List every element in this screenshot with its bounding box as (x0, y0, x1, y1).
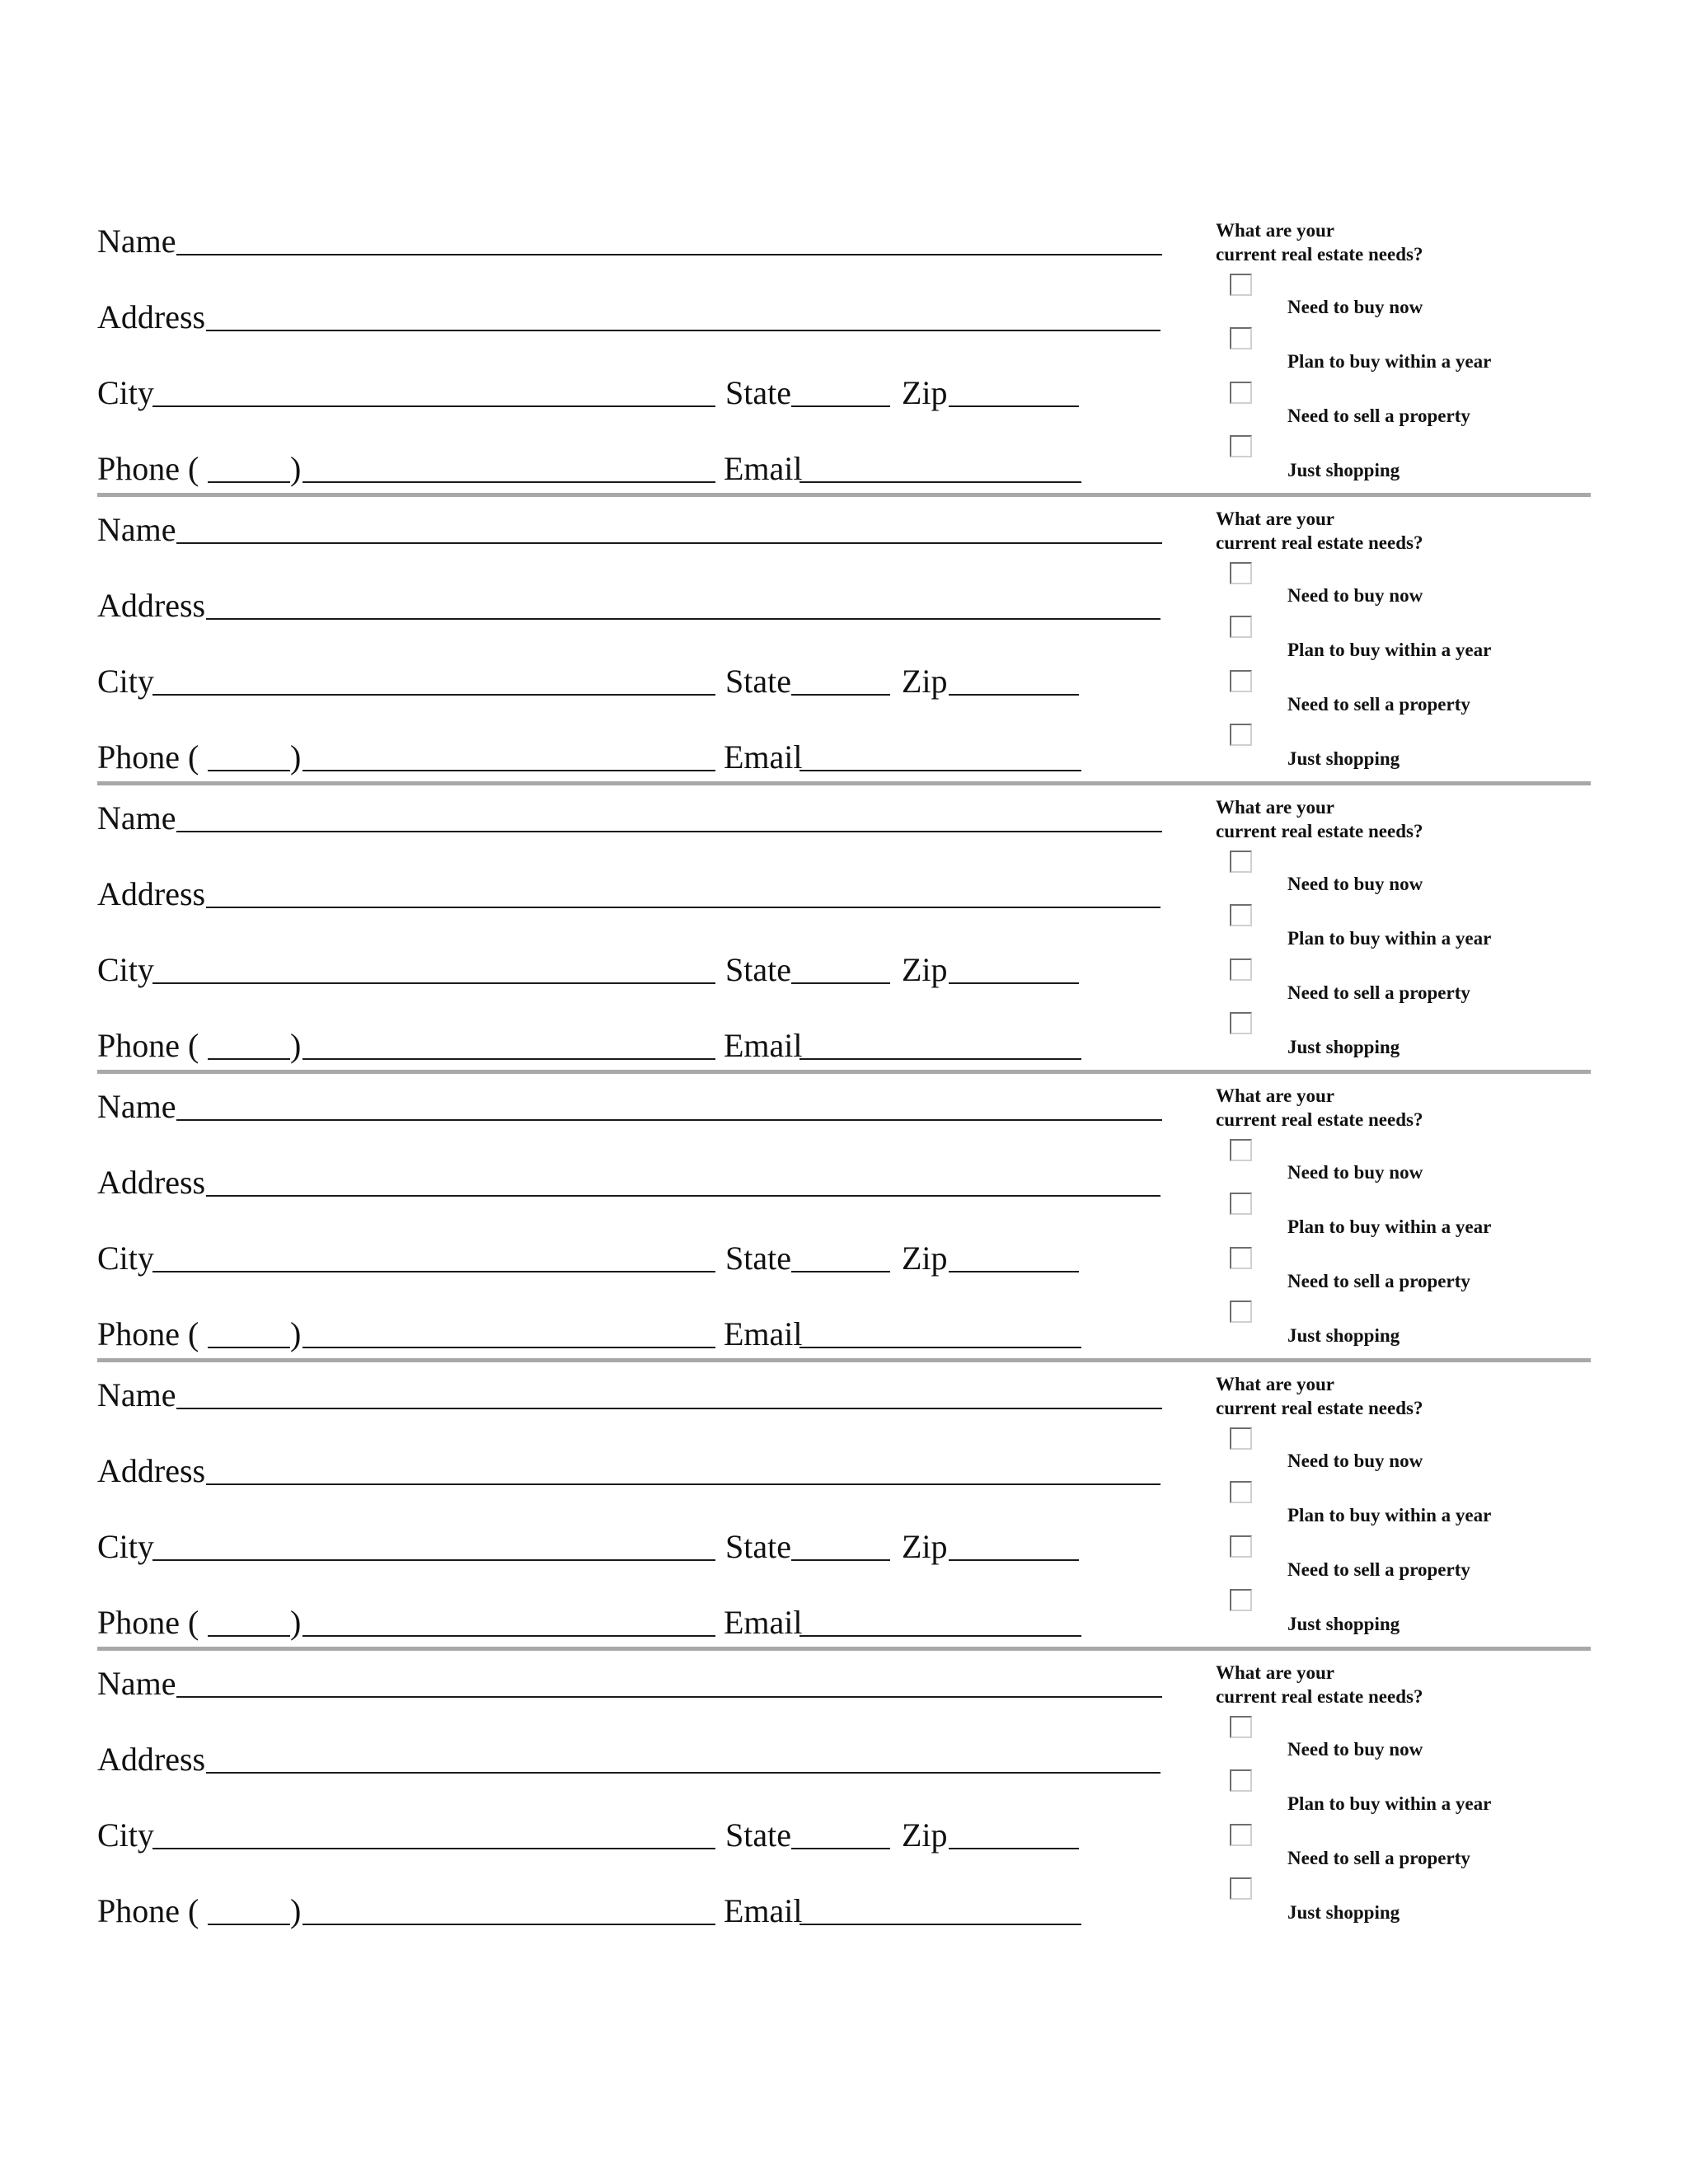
phone-label: Phone ( (97, 450, 199, 487)
just-shopping-label: Just shopping (1287, 1037, 1400, 1057)
address-label: Address (97, 1741, 206, 1778)
just-shopping-label: Just shopping (1287, 748, 1400, 769)
name-label: Name (97, 223, 176, 260)
address-field[interactable] (206, 1772, 1160, 1774)
need-to-sell-a-property-checkbox[interactable] (1230, 1824, 1252, 1846)
zip-field[interactable] (949, 1271, 1079, 1272)
name-label: Name (97, 1665, 176, 1702)
address-label: Address (97, 1452, 206, 1489)
state-label: State (725, 1528, 791, 1565)
city-field[interactable] (152, 405, 715, 407)
city-label: City (97, 1528, 154, 1565)
plan-to-buy-within-a-year-label: Plan to buy within a year (1287, 1793, 1492, 1814)
needs-title-line2: current real estate needs? (1216, 532, 1423, 553)
address-label: Address (97, 298, 206, 335)
state-field[interactable] (791, 982, 890, 984)
need-to-sell-a-property-label: Need to sell a property (1287, 694, 1470, 715)
need-to-buy-now-label: Need to buy now (1287, 297, 1423, 317)
contact-entry (97, 507, 1591, 795)
email-field[interactable] (799, 1924, 1081, 1925)
zip-label: Zip (902, 951, 948, 988)
need-to-buy-now-checkbox[interactable] (1230, 562, 1252, 584)
need-to-sell-a-property-label: Need to sell a property (1287, 1271, 1470, 1291)
address-field[interactable] (206, 1195, 1160, 1197)
state-field[interactable] (791, 1559, 890, 1561)
zip-label: Zip (902, 1816, 948, 1854)
need-to-buy-now-label: Need to buy now (1287, 1739, 1423, 1760)
just-shopping-label: Just shopping (1287, 460, 1400, 480)
just-shopping-label: Just shopping (1287, 1902, 1400, 1923)
need-to-buy-now-label: Need to buy now (1287, 874, 1423, 894)
just-shopping-label: Just shopping (1287, 1325, 1400, 1346)
contact-entry (97, 1372, 1591, 1661)
phone-field[interactable] (302, 1058, 715, 1060)
area-code-field[interactable] (208, 1924, 290, 1925)
plan-to-buy-within-a-year-checkbox[interactable] (1230, 1193, 1252, 1215)
need-to-buy-now-checkbox[interactable] (1230, 1716, 1252, 1738)
name-field[interactable] (176, 254, 1162, 255)
phone-field[interactable] (302, 1635, 715, 1637)
zip-label: Zip (902, 374, 948, 411)
area-code-field[interactable] (208, 1347, 290, 1348)
state-label: State (725, 1816, 791, 1854)
plan-to-buy-within-a-year-checkbox[interactable] (1230, 327, 1252, 349)
plan-to-buy-within-a-year-label: Plan to buy within a year (1287, 351, 1492, 372)
just-shopping-checkbox[interactable] (1230, 1589, 1252, 1611)
address-label: Address (97, 1164, 206, 1201)
email-field[interactable] (799, 1058, 1081, 1060)
contact-entry (97, 218, 1591, 507)
zip-field[interactable] (949, 1848, 1079, 1849)
need-to-buy-now-checkbox[interactable] (1230, 1427, 1252, 1450)
phone-label: Phone ( (97, 1027, 199, 1064)
phone-label: Phone ( (97, 738, 199, 776)
need-to-sell-a-property-checkbox[interactable] (1230, 1535, 1252, 1558)
plan-to-buy-within-a-year-label: Plan to buy within a year (1287, 640, 1492, 660)
need-to-sell-a-property-checkbox[interactable] (1230, 958, 1252, 981)
city-label: City (97, 951, 154, 988)
zip-field[interactable] (949, 982, 1079, 984)
zip-field[interactable] (949, 694, 1079, 696)
phone-label: Phone ( (97, 1315, 199, 1352)
name-label: Name (97, 511, 176, 548)
plan-to-buy-within-a-year-label: Plan to buy within a year (1287, 1505, 1492, 1526)
needs-title-line2: current real estate needs? (1216, 244, 1423, 265)
just-shopping-checkbox[interactable] (1230, 724, 1252, 746)
phone-field[interactable] (302, 481, 715, 483)
phone-field[interactable] (302, 770, 715, 771)
entry-divider (97, 1358, 1591, 1362)
area-code-field[interactable] (208, 1635, 290, 1637)
city-field[interactable] (152, 694, 715, 696)
plan-to-buy-within-a-year-label: Plan to buy within a year (1287, 928, 1492, 949)
name-field[interactable] (176, 1119, 1162, 1121)
state-label: State (725, 951, 791, 988)
entry-divider (97, 781, 1591, 785)
phone-close-paren: ) (290, 1315, 302, 1352)
name-field[interactable] (176, 831, 1162, 832)
phone-close-paren: ) (290, 450, 302, 487)
needs-title-line1: What are your (1216, 1374, 1334, 1394)
zip-field[interactable] (949, 405, 1079, 407)
state-label: State (725, 1240, 791, 1277)
needs-title (1216, 1372, 1423, 1420)
entry-divider (97, 1647, 1591, 1651)
email-label: Email (724, 450, 803, 487)
city-label: City (97, 663, 154, 700)
needs-title-line1: What are your (1216, 797, 1334, 818)
just-shopping-checkbox[interactable] (1230, 1877, 1252, 1900)
contact-entry (97, 1661, 1591, 1949)
phone-close-paren: ) (290, 738, 302, 776)
plan-to-buy-within-a-year-checkbox[interactable] (1230, 616, 1252, 638)
plan-to-buy-within-a-year-label: Plan to buy within a year (1287, 1216, 1492, 1237)
name-label: Name (97, 1088, 176, 1125)
name-label: Name (97, 1376, 176, 1413)
city-field[interactable] (152, 1848, 715, 1849)
zip-label: Zip (902, 1528, 948, 1565)
plan-to-buy-within-a-year-checkbox[interactable] (1230, 1769, 1252, 1792)
need-to-buy-now-label: Need to buy now (1287, 585, 1423, 606)
zip-label: Zip (902, 1240, 948, 1277)
needs-title (1216, 1661, 1423, 1708)
city-field[interactable] (152, 1271, 715, 1272)
zip-label: Zip (902, 663, 948, 700)
address-field[interactable] (206, 1483, 1160, 1485)
just-shopping-label: Just shopping (1287, 1614, 1400, 1634)
name-field[interactable] (176, 1408, 1162, 1409)
needs-title-line2: current real estate needs? (1216, 1109, 1423, 1130)
email-field[interactable] (799, 481, 1081, 483)
needs-title-line1: What are your (1216, 1085, 1334, 1106)
state-field[interactable] (791, 1271, 890, 1272)
need-to-sell-a-property-checkbox[interactable] (1230, 670, 1252, 692)
need-to-buy-now-checkbox[interactable] (1230, 851, 1252, 873)
city-field[interactable] (152, 982, 715, 984)
just-shopping-checkbox[interactable] (1230, 435, 1252, 457)
need-to-sell-a-property-label: Need to sell a property (1287, 1559, 1470, 1580)
need-to-buy-now-checkbox[interactable] (1230, 274, 1252, 296)
just-shopping-checkbox[interactable] (1230, 1012, 1252, 1034)
area-code-field[interactable] (208, 481, 290, 483)
email-label: Email (724, 1315, 803, 1352)
address-label: Address (97, 587, 206, 624)
city-label: City (97, 1240, 154, 1277)
email-field[interactable] (799, 1635, 1081, 1637)
needs-title (1216, 1084, 1423, 1132)
contact-entry (97, 1084, 1591, 1372)
state-field[interactable] (791, 1848, 890, 1849)
city-field[interactable] (152, 1559, 715, 1561)
needs-title (1216, 507, 1423, 555)
address-field[interactable] (206, 618, 1160, 620)
needs-title-line1: What are your (1216, 220, 1334, 241)
address-label: Address (97, 875, 206, 912)
email-label: Email (724, 1892, 803, 1929)
phone-close-paren: ) (290, 1604, 302, 1641)
needs-title (1216, 795, 1423, 843)
need-to-sell-a-property-checkbox[interactable] (1230, 382, 1252, 404)
need-to-buy-now-checkbox[interactable] (1230, 1139, 1252, 1161)
need-to-buy-now-label: Need to buy now (1287, 1162, 1423, 1183)
city-label: City (97, 1816, 154, 1854)
needs-title-line1: What are your (1216, 1662, 1334, 1683)
needs-title-line2: current real estate needs? (1216, 1398, 1423, 1418)
email-label: Email (724, 1027, 803, 1064)
phone-close-paren: ) (290, 1027, 302, 1064)
phone-field[interactable] (302, 1347, 715, 1348)
phone-field[interactable] (302, 1924, 715, 1925)
address-field[interactable] (206, 907, 1160, 908)
need-to-sell-a-property-label: Need to sell a property (1287, 982, 1470, 1003)
address-field[interactable] (206, 330, 1160, 331)
state-field[interactable] (791, 694, 890, 696)
needs-title (1216, 218, 1423, 266)
state-label: State (725, 374, 791, 411)
name-field[interactable] (176, 1696, 1162, 1698)
phone-label: Phone ( (97, 1892, 199, 1929)
name-field[interactable] (176, 542, 1162, 544)
email-label: Email (724, 1604, 803, 1641)
needs-title-line2: current real estate needs? (1216, 821, 1423, 841)
need-to-sell-a-property-checkbox[interactable] (1230, 1247, 1252, 1269)
state-field[interactable] (791, 405, 890, 407)
zip-field[interactable] (949, 1559, 1079, 1561)
plan-to-buy-within-a-year-checkbox[interactable] (1230, 904, 1252, 926)
need-to-sell-a-property-label: Need to sell a property (1287, 1848, 1470, 1868)
need-to-buy-now-label: Need to buy now (1287, 1451, 1423, 1471)
phone-label: Phone ( (97, 1604, 199, 1641)
entry-divider (97, 1070, 1591, 1074)
entry-divider (97, 493, 1591, 497)
phone-close-paren: ) (290, 1892, 302, 1929)
area-code-field[interactable] (208, 770, 290, 771)
city-label: City (97, 374, 154, 411)
email-field[interactable] (799, 1347, 1081, 1348)
plan-to-buy-within-a-year-checkbox[interactable] (1230, 1481, 1252, 1503)
needs-title-line2: current real estate needs? (1216, 1686, 1423, 1707)
area-code-field[interactable] (208, 1058, 290, 1060)
need-to-sell-a-property-label: Need to sell a property (1287, 405, 1470, 426)
email-label: Email (724, 738, 803, 776)
name-label: Name (97, 799, 176, 837)
just-shopping-checkbox[interactable] (1230, 1301, 1252, 1323)
email-field[interactable] (799, 770, 1081, 771)
state-label: State (725, 663, 791, 700)
contact-entry (97, 795, 1591, 1084)
needs-title-line1: What are your (1216, 509, 1334, 529)
